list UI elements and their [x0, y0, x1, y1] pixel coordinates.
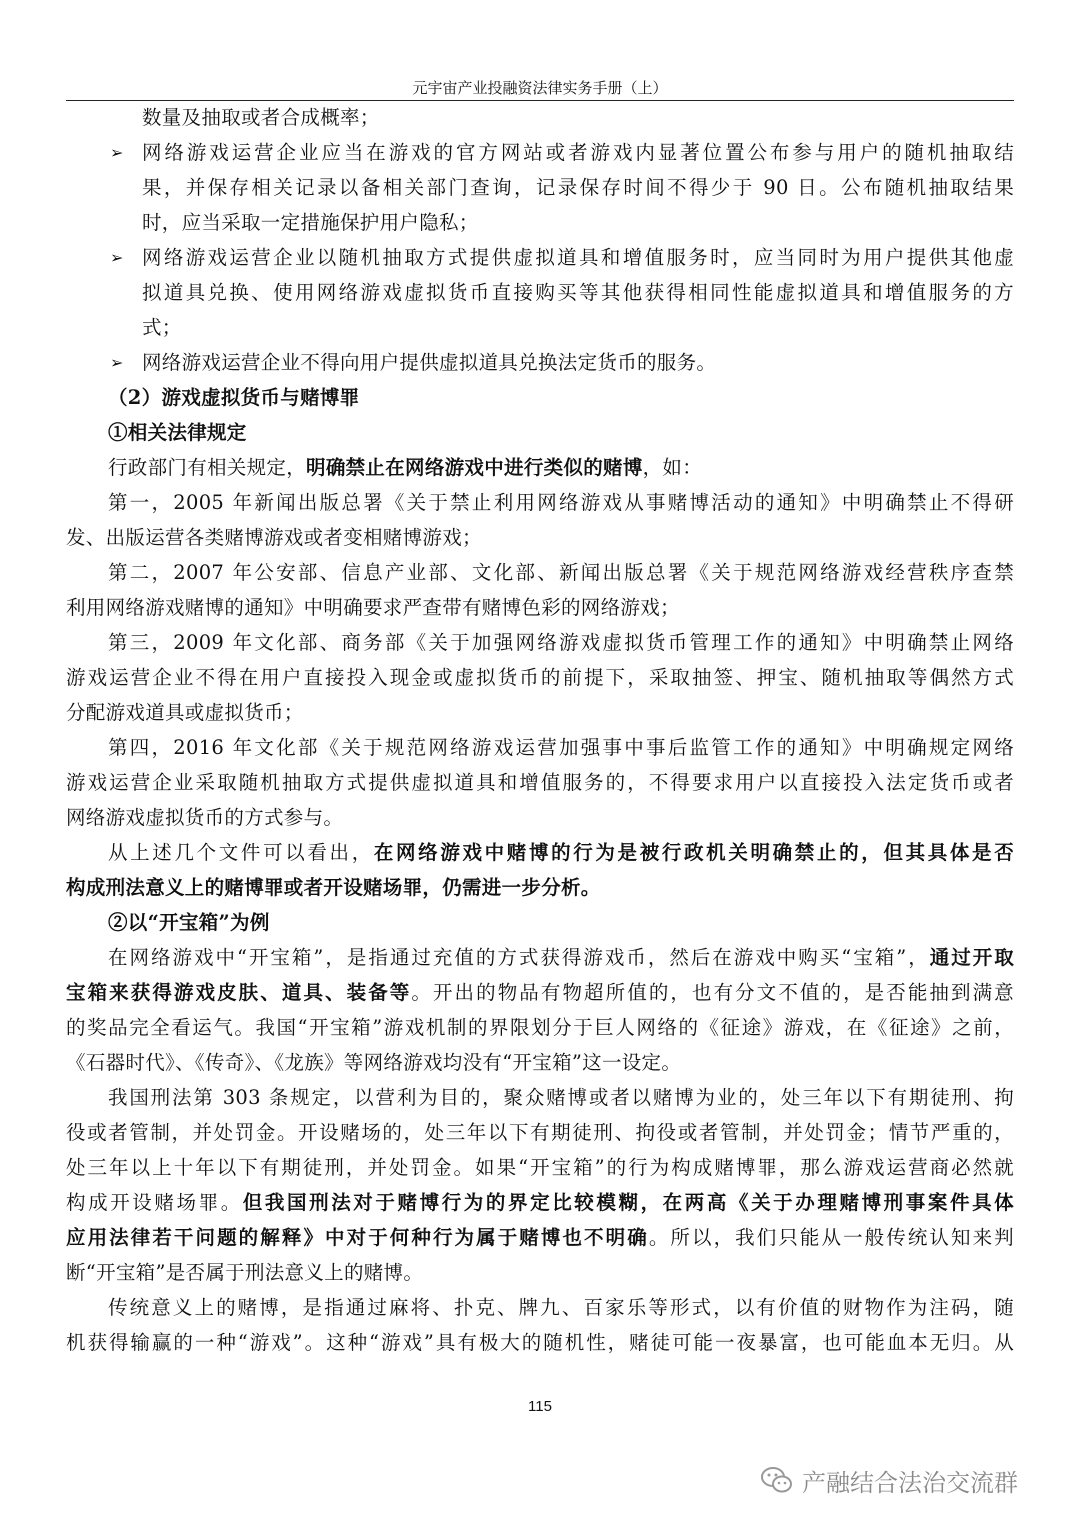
bullet-item — [66, 135, 1014, 170]
arrow-bullet-icon: ➢ — [110, 353, 124, 372]
text-line: 网络游戏虚拟货币的方式参与。 — [66, 806, 344, 829]
subsection-heading: ①相关法律规定 — [108, 421, 247, 444]
running-header: 元宇宙产业投融资法律实务手册（上） — [412, 79, 668, 97]
section-heading: （2）游戏虚拟货币与赌博罪 — [108, 386, 360, 409]
watermark — [760, 1455, 1060, 1505]
text-run: ，如： — [642, 456, 703, 479]
bold-text-run: 构成刑法意义上的赌博罪或者开设赌场罪，仍需进一步分析。 — [66, 876, 601, 899]
text-line: 果，并保存相关记录以备相关部门查询，记录保存时间不得少于 90 日。公布随机抽取结果 — [142, 176, 1014, 199]
text-line: 处三年以上十年以下有期徒刑，并处罚金。如果“开宝箱”的行为构成赌博罪，那么游戏运营商必然就 — [66, 1156, 1014, 1179]
text-line: 游戏运营企业采取随机抽取方式提供虚拟道具和增值服务的，不得要求用户以直接投入法定货币或者 — [66, 771, 1014, 794]
text-line — [66, 870, 1014, 905]
text-line: 第二，2007 年公安部、信息产业部、文化部、新闻出版总署《关于规范网络游戏经营秩序查禁 — [108, 561, 1014, 584]
text-run: 。开出的物品有物超所值的，也有分文不值的，是否能抽到满意 — [411, 981, 1014, 1004]
text-line: 第一，2005 年新闻出版总署《关于禁止利用网络游戏从事赌博活动的通知》中明确禁止不得研 — [108, 491, 1014, 514]
text-run: 从上述几个文件可以看出， — [108, 841, 374, 864]
text-line: 网络游戏运营企业应当在游戏的官方网站或者游戏内显著位置公布参与用户的随机抽取结 — [142, 141, 1014, 164]
text-line: 分配游戏道具或虚拟货币； — [66, 701, 304, 724]
text-line: 拟道具兑换、使用网络游戏虚拟货币直接购买等其他获得相同性能虚拟道具和增值服务的方 — [142, 281, 1014, 304]
text-line: 的奖品完全看运气。我国“开宝箱”游戏机制的界限划分于巨人网络的《征途》游戏，在《征途》之前， — [66, 1016, 1014, 1039]
bullet-item — [66, 345, 1014, 380]
text-line: 网络游戏运营企业不得向用户提供虚拟道具兑换法定货币的服务。 — [142, 351, 717, 374]
text-line: 第三，2009 年文化部、商务部《关于加强网络游戏虚拟货币管理工作的通知》中明确禁止网络 — [108, 631, 1014, 654]
page-number: 115 — [528, 1398, 552, 1415]
bold-text-run: 在网络游戏中赌博的行为是被行政机关明确禁止的，但其具体是否 — [373, 841, 1014, 864]
arrow-bullet-icon: ➢ — [110, 248, 124, 267]
text-line: 我国刑法第 303 条规定，以营利为目的，聚众赌博或者以赌博为业的，处三年以下有期徒刑、拘 — [108, 1086, 1014, 1109]
text-run: 。所以，我们只能从一般传统认知来判 — [648, 1226, 1014, 1249]
text-line — [66, 1220, 1014, 1255]
text-line — [66, 940, 1014, 975]
text-line: 断“开宝箱”是否属于刑法意义上的赌博。 — [66, 1261, 424, 1284]
bold-text-run: 但我国刑法对于赌博行为的界定比较模糊，在两高《关于办理赌博刑事案件具体 — [242, 1191, 1014, 1214]
wechat-icon — [760, 1465, 794, 1495]
text-line: 机获得输赢的一种“游戏”。这种“游戏”具有极大的随机性，赌徒可能一夜暴富，也可能血本无归。从 — [66, 1331, 1014, 1354]
text-line — [66, 450, 1014, 485]
text-line: 网络游戏运营企业以随机抽取方式提供虚拟道具和增值服务时，应当同时为用户提供其他虚 — [142, 246, 1014, 269]
text-line — [66, 975, 1014, 1010]
text-line — [66, 835, 1014, 870]
text-line: 发、出版运营各类赌博游戏或者变相赌博游戏； — [66, 526, 482, 549]
bold-text-run: 明确禁止在网络游戏中进行类似的赌博 — [306, 456, 643, 479]
bold-text-run: 应用法律若干问题的解释》中对于何种行为属于赌博也不明确 — [66, 1226, 649, 1249]
text-run: 构成开设赌场罪。 — [66, 1191, 243, 1214]
watermark-text: 产融结合法治交流群 — [802, 1468, 1018, 1497]
text-line: 役或者管制，并处罚金。开设赌场的，处三年以下有期徒刑、拘役或者管制，并处罚金；情节严重的， — [66, 1121, 1014, 1144]
text-run: 在网络游戏中“开宝箱”，是指通过充值的方式获得游戏币，然后在游戏中购买“宝箱”， — [108, 946, 930, 969]
arrow-bullet-icon: ➢ — [110, 143, 124, 162]
text-line: 第四，2016 年文化部《关于规范网络游戏运营加强事中事后监管工作的通知》中明确规定网络 — [108, 736, 1014, 759]
text-line — [66, 1185, 1014, 1220]
text-line: 数量及抽取或者合成概率； — [142, 106, 380, 129]
page-body — [66, 100, 1014, 1360]
subsection-heading: ②以“开宝箱”为例 — [108, 911, 270, 934]
text-line: 《石器时代》、《传奇》、《龙族》等网络游戏均没有“开宝箱”这一设定。 — [66, 1051, 682, 1074]
text-line: 游戏运营企业不得在用户直接投入现金或虚拟货币的前提下，采取抽签、押宝、随机抽取等偶然方式 — [66, 666, 1014, 689]
text-line: 传统意义上的赌博，是指通过麻将、扑克、牌九、百家乐等形式，以有价值的财物作为注码，随 — [108, 1296, 1014, 1319]
bullet-item — [66, 240, 1014, 275]
bold-text-run: 通过开取 — [929, 946, 1014, 969]
text-line: 式； — [142, 316, 182, 339]
text-line: 利用网络游戏赌博的通知》中明确要求严查带有赌博色彩的网络游戏； — [66, 596, 680, 619]
bold-text-run: 宝箱来获得游戏皮肤、道具、装备等 — [66, 981, 412, 1004]
text-run: 行政部门有相关规定， — [108, 456, 307, 479]
text-line: 时，应当采取一定措施保护用户隐私； — [142, 211, 479, 234]
